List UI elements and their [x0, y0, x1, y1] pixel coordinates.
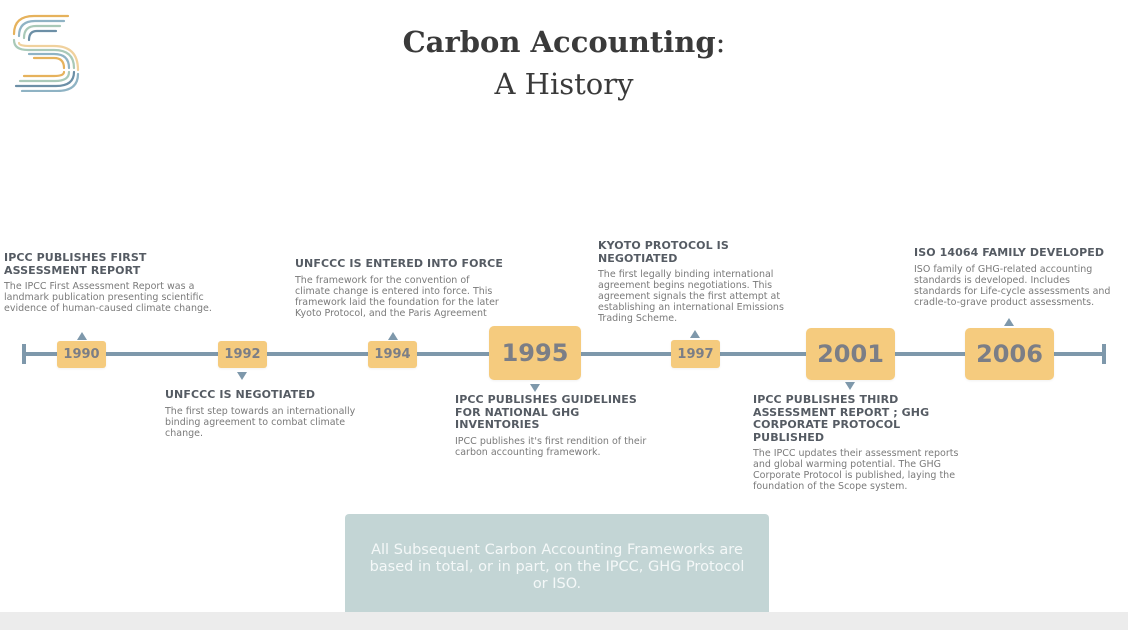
- pointer-up-icon: [77, 332, 87, 340]
- event-2001: [753, 394, 963, 492]
- pointer-up-icon: [690, 330, 700, 338]
- timeline-start-cap: [22, 344, 26, 364]
- event-heading: KYOTO PROTOCOL IS NEGOTIATED: [598, 239, 729, 265]
- event-description: The first legally binding international agreement begins negotiations. This agreement signals the first attempt at establishing an international Emissions Trading Scheme.: [598, 269, 784, 324]
- event-description: The first step towards an internationally binding agreement to combat climate change.: [165, 405, 356, 439]
- event-description: The IPCC updates their assessment reports and global warming potential. The GHG Corporate Protocol is published, laying the foundation of the Scope system.: [753, 448, 959, 492]
- event-heading: IPCC PUBLISHES GUIDELINES FOR NATIONAL GHG INVENTORIES: [455, 393, 637, 431]
- year-1992: 1992: [218, 341, 267, 368]
- pointer-up-icon: [388, 332, 398, 340]
- page-subtitle: A History: [494, 67, 634, 101]
- event-heading: UNFCCC IS ENTERED INTO FORCE: [295, 257, 503, 270]
- event-1992: [165, 389, 370, 439]
- year-1994: 1994: [368, 341, 417, 368]
- pointer-down-icon: [530, 384, 540, 392]
- event-1990: [4, 252, 214, 314]
- event-description: The IPCC First Assessment Report was a landmark publication presenting scientific evidence of human-caused climate change.: [4, 281, 212, 314]
- event-heading: ISO 14064 FAMILY DEVELOPED: [914, 246, 1105, 259]
- event-description: IPCC publishes it's first rendition of their carbon accounting framework.: [455, 435, 647, 458]
- summary-note-text: All Subsequent Carbon Accounting Frameworks are based in total, or in part, on the IPCC, GHG Protocol or ISO.: [369, 541, 745, 592]
- year-2001: 2001: [806, 328, 895, 380]
- title-main: Carbon Accounting: [402, 25, 716, 59]
- year-2006: 2006: [965, 328, 1054, 380]
- event-1995: [455, 394, 655, 458]
- event-2006: [914, 247, 1119, 308]
- pointer-down-icon: [845, 382, 855, 390]
- event-1997: [598, 240, 808, 324]
- bottom-strip: [0, 612, 1128, 630]
- event-description: The framework for the convention of climate change is entered into force. This framework laid the foundation for the later Kyoto Protocol, and the Paris Agreement: [295, 274, 499, 319]
- year-1990: 1990: [57, 341, 106, 368]
- event-heading: UNFCCC IS NEGOTIATED: [165, 388, 316, 401]
- page-title: [0, 22, 1128, 104]
- pointer-down-icon: [237, 372, 247, 380]
- event-1994: [295, 258, 505, 319]
- year-1997: 1997: [671, 340, 720, 368]
- title-colon: :: [715, 25, 726, 59]
- year-1995: 1995: [489, 326, 581, 380]
- event-heading: IPCC PUBLISHES THIRD ASSESSMENT REPORT ; GHG CORPORATE PROTOCOL PUBLISHED: [753, 393, 930, 444]
- pointer-up-icon: [1004, 318, 1014, 326]
- summary-note: [345, 514, 769, 620]
- event-description: ISO family of GHG-related accounting standards is developed. Includes standards for Life-cycle assessments and cradle-to-grave product assessments.: [914, 263, 1111, 308]
- timeline-end-cap: [1102, 344, 1106, 364]
- event-heading: IPCC PUBLISHES FIRST ASSESSMENT REPORT: [4, 251, 147, 277]
